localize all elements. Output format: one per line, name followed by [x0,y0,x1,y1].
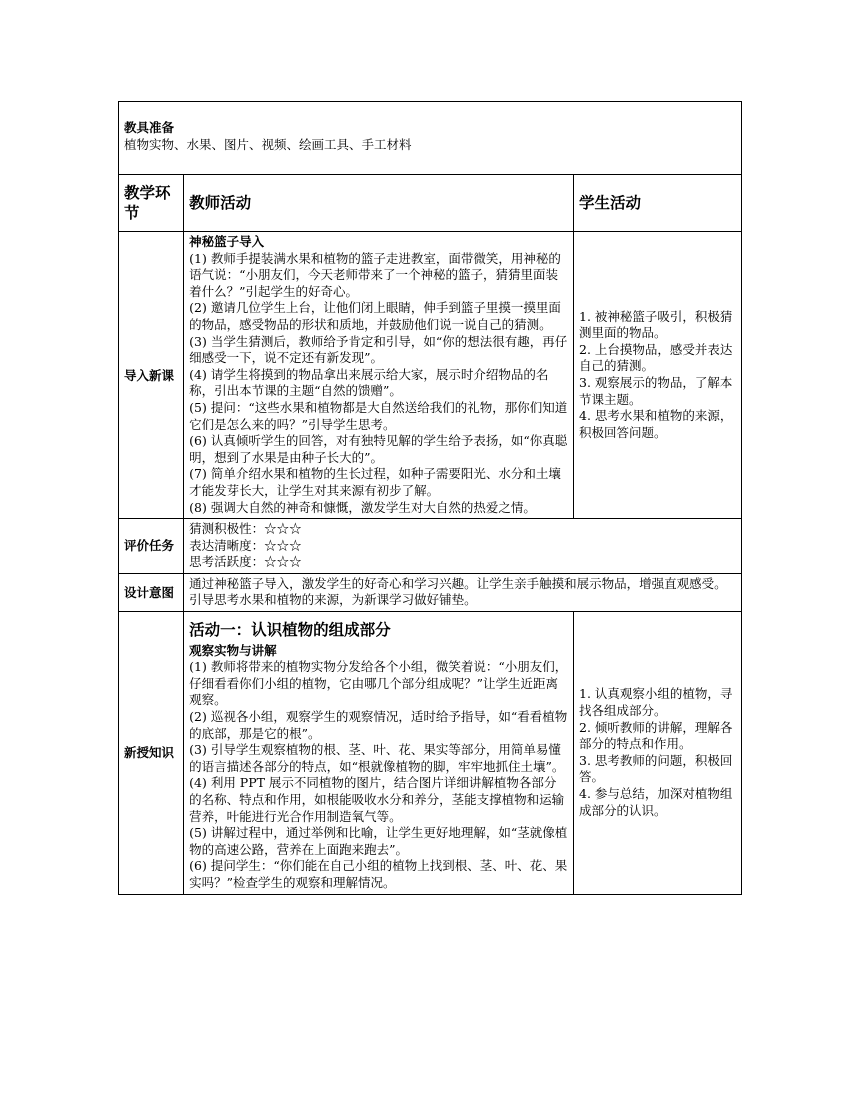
intro-teacher-step: (2) 邀请几位学生上台，让他们闭上眼睛，伸手到篮子里摸一摸里面的物品，感受物品的形状和质地，并鼓励他们说一说自己的猜测。 [189,300,561,332]
newlesson-student-cell [574,612,742,895]
lesson-plan-page [118,101,742,895]
newlesson-student-step: 1. 认真观察小组的植物，寻找各组成部分。 [579,686,733,719]
evaluation-item: 猜测积极性：☆☆☆ [189,521,302,537]
intro-student-step: 2. 上台摸物品，感受并表达自己的猜测。 [579,341,733,374]
prep-cell [119,102,742,175]
design-text: 通过神秘篮子导入，激发学生的好奇心和学习兴趣。让学生亲手触摸和展示物品，增强直观感受。引导思考水果和植物的来源，为新课学习做好铺垫。 [184,573,742,611]
header-stage: 教学环节 [119,175,184,232]
evaluation-cell [184,519,742,574]
newlesson-teacher-step: (1) 教师将带来的植物实物分发给各个小组，微笑着说：“小朋友们，仔细看看你们小组的植物，它由哪几个部分组成呢？”让学生近距离观察。 [189,659,568,708]
intro-teacher-step: (1) 教师手提装满水果和植物的篮子走进教室，面带微笑，用神秘的语气说：“小朋友们，今天老师带来了一个神秘的篮子，猜猜里面装着什么？”引起学生的好奇心。 [189,250,561,299]
intro-student-cell [574,232,742,519]
intro-teacher-step: (6) 认真倾听学生的回答，对有独特见解的学生给予表扬，如“你真聪明，想到了水果是由种子长大的”。 [189,433,568,465]
intro-heading: 神秘篮子导入 [189,234,265,249]
intro-student-step: 4. 思考水果和植物的来源，积极回答问题。 [579,408,733,440]
evaluation-item: 表达清晰度：☆☆☆ [189,537,302,553]
newlesson-teacher-step: (2) 巡视各小组，观察学生的观察情况，适时给予指导，如“看看植物的底部，那是它的根”。 [189,709,568,741]
newlesson-teacher-step: (3) 引导学生观察植物的根、茎、叶、花、果实等部分，用简单易懂的语言描述各部分的特点，如“根就像植物的脚，牢牢地抓住土壤”。 [189,742,565,774]
newlesson-stage: 新授知识 [119,612,184,895]
prep-row [119,102,742,175]
intro-row [119,232,742,519]
prep-items: 植物实物、水果、图片、视频、绘画工具、手工材料 [124,136,412,152]
newlesson-student-step: 2. 倾听教师的讲解，理解各部分的特点和作用。 [579,719,733,752]
newlesson-teacher-step: (6) 提问学生：“你们能在自己小组的植物上找到根、茎、叶、花、果实吗？”检查学生的观察和理解情况。 [189,858,568,890]
activity-title: 活动一：认识植物的组成部分 [189,621,391,640]
design-row [119,573,742,611]
newlesson-student-step: 3. 思考教师的问题，积极回答。 [579,752,733,785]
intro-student-step: 1. 被神秘篮子吸引，积极猜测里面的物品。 [579,308,733,341]
intro-stage: 导入新课 [119,232,184,519]
newlesson-student-step: 4. 参与总结，加深对植物组成部分的认识。 [579,786,733,818]
lesson-plan-table [118,101,742,895]
header-student: 学生活动 [574,175,742,232]
intro-student-step: 3. 观察展示的物品，了解本节课主题。 [579,375,733,407]
newlesson-row [119,612,742,895]
newlesson-teacher-step: (4) 利用 PPT 展示不同植物的图片，结合图片详细讲解植物各部分的名称、特点和作用，如根能吸收水分和养分，茎能支撑植物和运输营养，叶能进行光合作用制造氧气等。 [189,775,565,824]
prep-title: 教具准备 [124,120,175,135]
intro-teacher-cell [184,232,574,519]
evaluation-row [119,519,742,574]
intro-teacher-step: (8) 强调大自然的神奇和慷慨，激发学生对大自然的热爱之情。 [189,499,536,515]
newlesson-teacher-step: (5) 讲解过程中，通过举例和比喻，让学生更好地理解，如“茎就像植物的高速公路，营养在上面跑来跑去”。 [189,825,568,857]
intro-teacher-step: (3) 当学生猜测后，教师给予肯定和引导，如“你的想法很有趣，再仔细感受一下，说不定还有新发现”。 [189,333,568,366]
evaluation-stage: 评价任务 [119,519,184,574]
newlesson-teacher-cell [184,612,574,895]
header-row [119,175,742,232]
intro-teacher-step: (5) 提问：“这些水果和植物都是大自然送给我们的礼物，那你们知道它们是怎么来的吗？”引导学生思考。 [189,399,568,432]
newlesson-heading: 观察实物与讲解 [189,642,277,658]
intro-teacher-step: (4) 请学生将摸到的物品拿出来展示给大家，展示时介绍物品的名称，引出本节课的主题“自然的馈赠”。 [189,366,549,399]
evaluation-item: 思考活跃度：☆☆☆ [189,554,302,570]
design-stage: 设计意图 [119,573,184,611]
intro-teacher-step: (7) 简单介绍水果和植物的生长过程，如种子需要阳光、水分和土壤才能发芽长大，让学生对其来源有初步了解。 [189,466,561,498]
header-teacher: 教师活动 [184,175,574,232]
